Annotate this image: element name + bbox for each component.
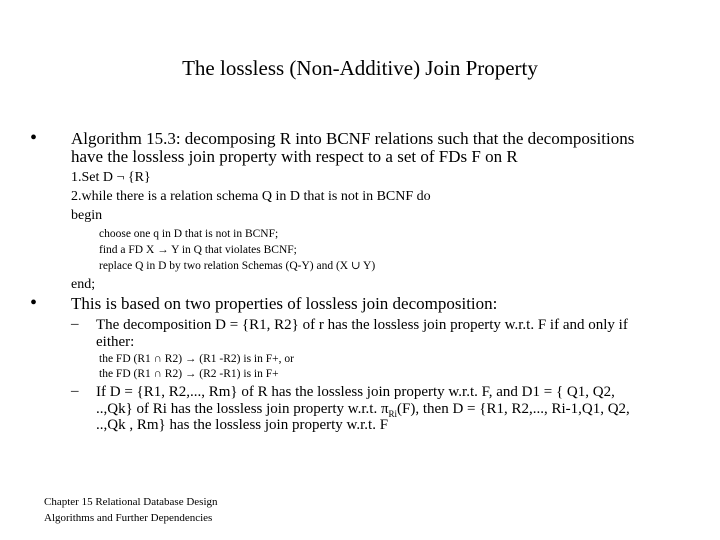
algorithm-end: end; (71, 277, 96, 292)
page-title: The lossless (Non-Additive) Join Property (182, 56, 538, 80)
fd-condition-1: the FD (R1 ∩ R2) → (R1 -R2) is in F+, or (99, 353, 294, 365)
property-intro: This is based on two properties of lossless join decomposition: (71, 294, 498, 313)
algorithm-step-2: 2.while there is a relation schema Q in D that is not in BCNF do (71, 189, 431, 204)
algorithm-line-2: have the lossless join property with respect to a set of FDs F on R (71, 147, 518, 166)
dash-marker: – (71, 383, 79, 399)
algorithm-inner-2: find a FD X → Y in Q that violates BCNF; (99, 244, 297, 256)
fd-condition-2: the FD (R1 ∩ R2) → (R2 -R1) is in F+ (99, 368, 279, 380)
bullet-marker: • (30, 127, 38, 149)
footer-line-2: Algorithms and Further Dependencies (44, 512, 213, 524)
bullet-marker: • (30, 292, 38, 314)
property-2-line-3: ..,Qk , Rm} has the lossless join property w.r.t. F (96, 417, 389, 433)
algorithm-inner-3: replace Q in D by two relation Schemas (Q-Y) and (X ∪ Y) (99, 260, 376, 272)
algorithm-inner-1: choose one q in D that is not in BCNF; (99, 228, 279, 240)
property-2-line-1: If D = {R1, R2,..., Rm} of R has the lossless join property w.r.t. F, and D1 = { Q1, Q2, (96, 384, 615, 400)
property-2-line-2: ..,Qk} of Ri has the lossless join property w.r.t. $\pi_{Ri}(F)$, then D = {R1, R2,..., Ri-1,Q1, Q2, (96, 401, 630, 419)
property-1-line-1: The decomposition D = {R1, R2} of r has the lossless join property w.r.t. F if and only if (96, 317, 628, 333)
algorithm-line-1: Algorithm 15.3: decomposing R into BCNF relations such that the decompositions (71, 129, 635, 148)
dash-marker: – (71, 316, 79, 332)
property-1-line-2: either: (96, 334, 135, 350)
algorithm-begin: begin (71, 208, 103, 223)
algorithm-step-1: 1.Set D ¬ {R} (71, 170, 151, 185)
footer-line-1: Chapter 15 Relational Database Design (44, 496, 218, 508)
